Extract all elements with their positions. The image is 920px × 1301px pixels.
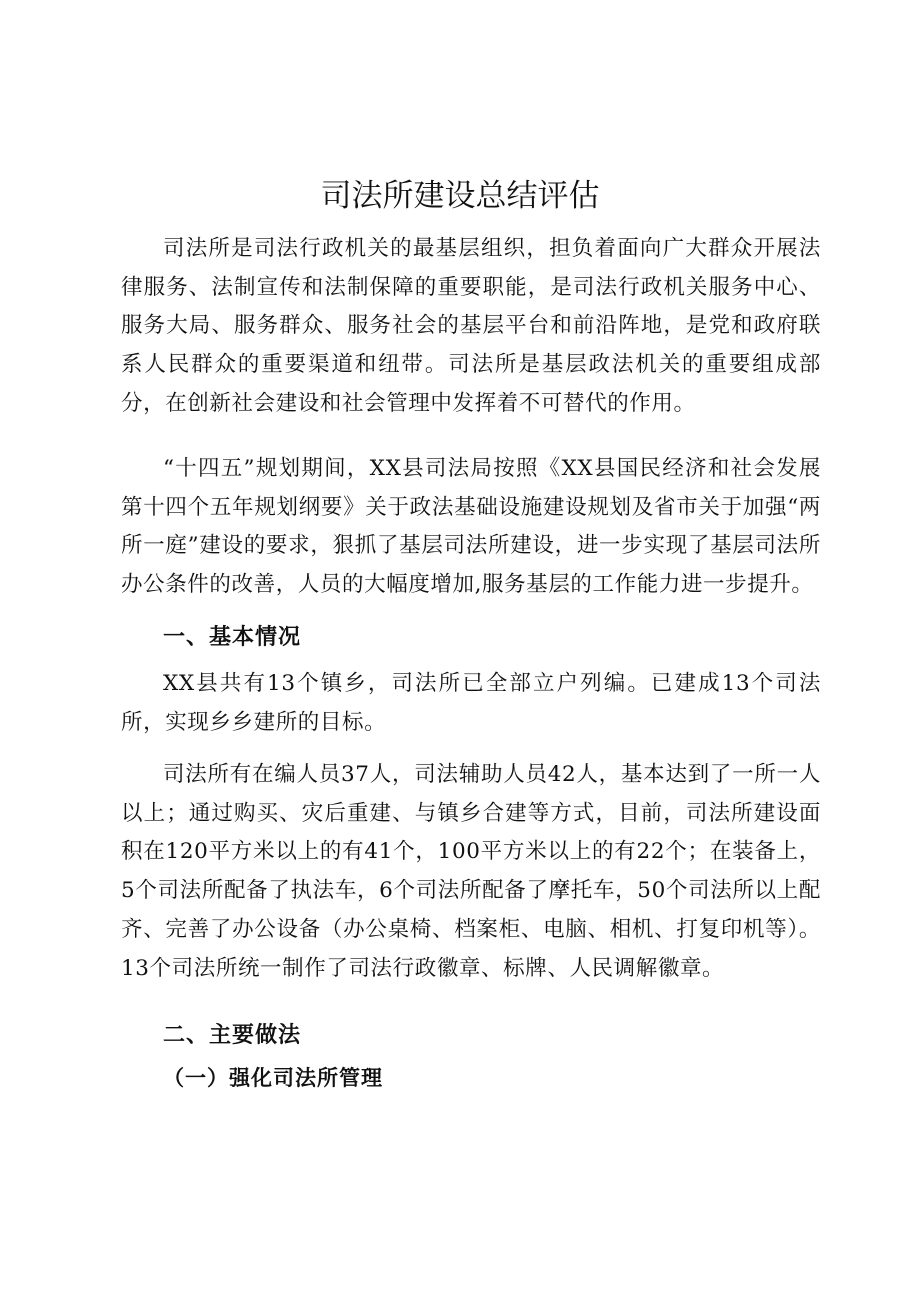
- intro-paragraph-2: “十四五”规划期间，XX县司法局按照《XX县国民经济和社会发展第十四个五年规划纲要》关于政法基础设施建设规划及省市关于加强“两所一庭”建设的要求，狠抓了基层司法所建设，进一步实现了基层司法所办公条件的改善，人员的大幅度增加,服务基层的工作能力进一步提升。: [121, 456, 821, 598]
- section-2-heading: 二、主要做法: [163, 1023, 302, 1048]
- intro-paragraph-1: 司法所是司法行政机关的最基层组织，担负着面向广大群众开展法律服务、法制宣传和法制保障的重要职能，是司法行政机关服务中心、服务大局、服务群众、服务社会的基层平台和前沿阵地，是党和政府联系人民群众的重要渠道和纽带。司法所是基层政法机关的重要组成部分，在创新社会建设和社会管理中发挥着不可替代的作用。: [121, 236, 821, 416]
- section-1-paragraph-2: 司法所有在编人员37人，司法辅助人员42人，基本达到了一所一人以上；通过购买、灾后重建、与镇乡合建等方式，目前，司法所建设面积在120平方米以上的有41个，100平方米以上的有22个；在装备上，5个司法所配备了执法车，6个司法所配备了摩托车，50个司法所以上配齐、完善了办公设备（办公桌椅、档案柜、电脑、相机、打复印机等）。13个司法所统一制作了司法行政徽章、标牌、人民调解徽章。: [121, 762, 821, 981]
- document-title: 司法所建设总结评估: [320, 178, 600, 214]
- section-1-paragraph-1: XX县共有13个镇乡，司法所已全部立户列编。已建成13个司法所，实现乡乡建所的目标。: [121, 671, 821, 735]
- section-2-subheading: （一）强化司法所管理: [163, 1066, 383, 1090]
- section-1-heading: 一、基本情况: [163, 625, 302, 650]
